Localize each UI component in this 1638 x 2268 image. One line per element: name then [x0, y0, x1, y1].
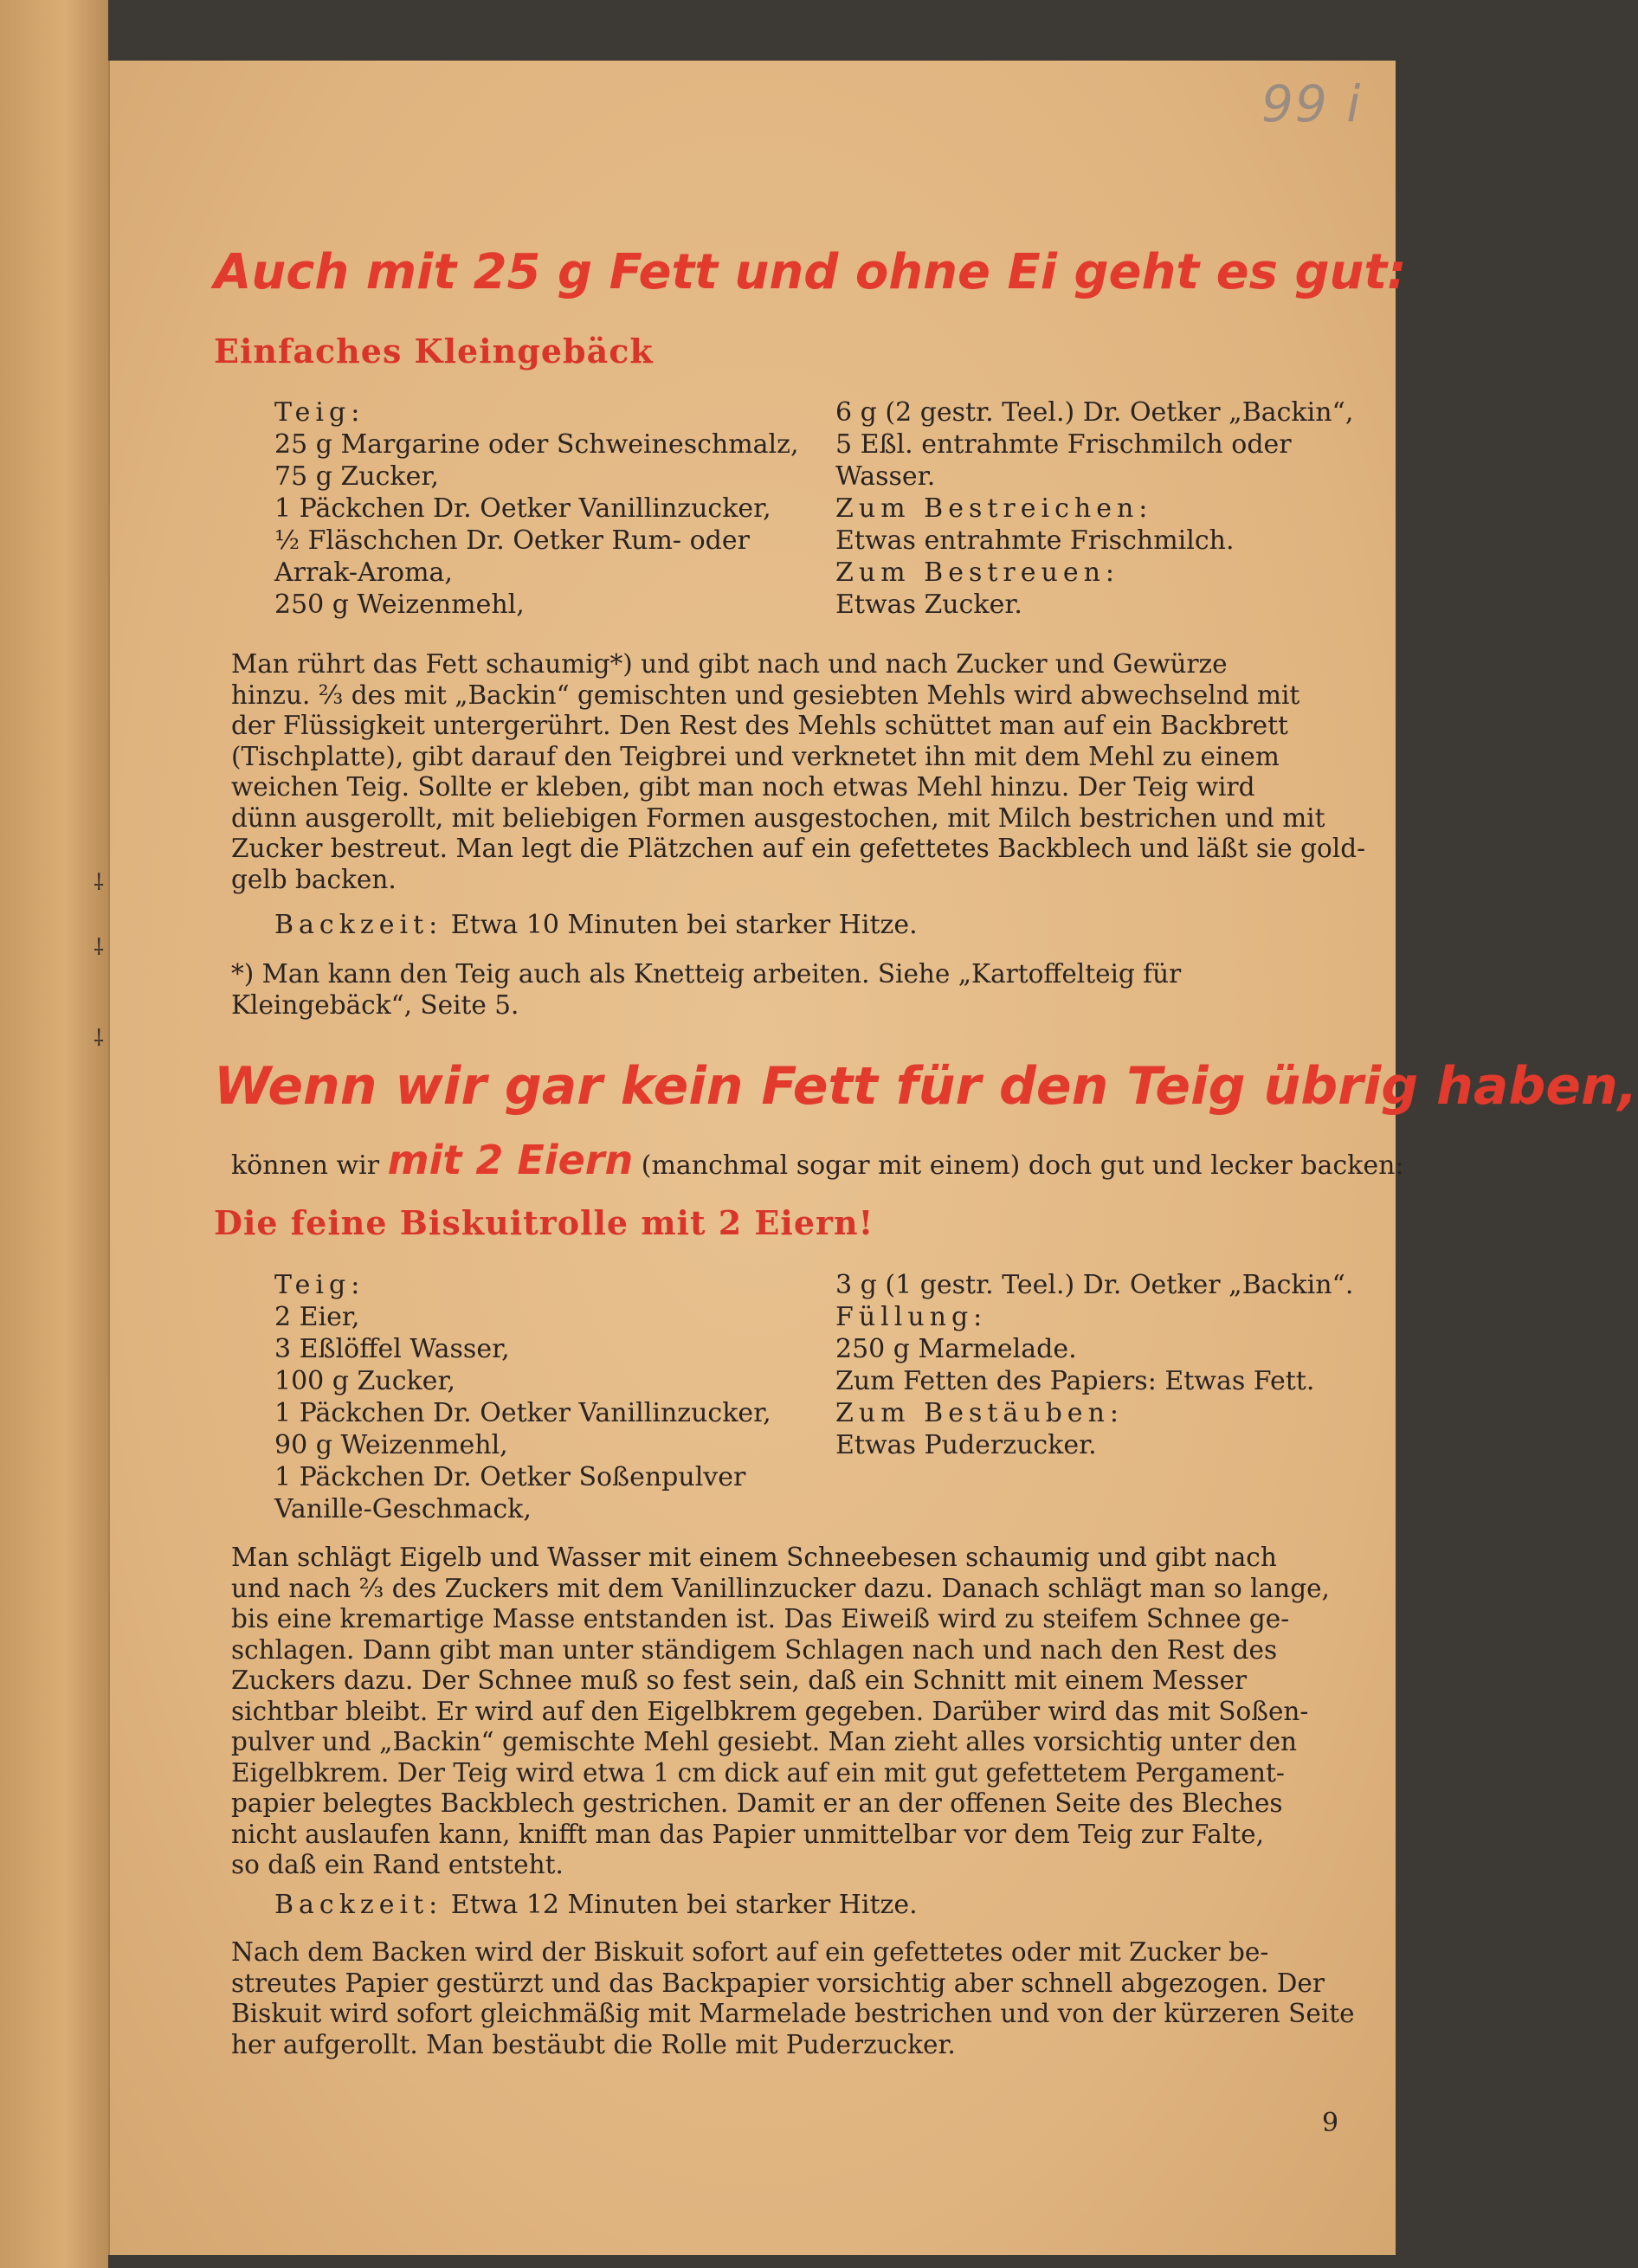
section1-headline: Auch mit 25 g Fett und ohne Ei geht es gut:: [214, 244, 1407, 300]
ingredient-line: Etwas Zucker.: [835, 590, 1022, 620]
ingredient-line: 250 g Weizenmehl,: [274, 590, 525, 620]
method-line: Biskuit wird sofort gleichmäßig mit Marmelade bestrichen und von der kürzeren Seite: [231, 1999, 1355, 2028]
method-line: Zuckers dazu. Der Schnee muß so fest sein, daß ein Schnitt mit einem Messer: [231, 1666, 1248, 1695]
ingredient-line: 100 g Zucker,: [274, 1366, 456, 1396]
intro-before: können wir: [231, 1150, 380, 1181]
method-line: her aufgerollt. Man bestäubt die Rolle mit Puderzucker.: [231, 2029, 956, 2059]
margin-mark: ⸸: [94, 1026, 105, 1052]
method-line: hinzu. ⅔ des mit „Backin“ gemischten und gesiebten Mehls wird abwechselnd mit: [231, 680, 1300, 710]
method-line: streutes Papier gestürzt und das Backpapier vorsichtig aber schnell abgezogen. Der: [231, 1968, 1325, 1998]
section1-title: Einfaches Kleingebäck: [214, 332, 654, 370]
footnote-line: *) Man kann den Teig auch als Knetteig arbeiten. Siehe „Kartoffelteig für: [231, 959, 1182, 989]
method-line: Man schlägt Eigelb und Wasser mit einem Schneebesen schaumig und gibt nach: [231, 1543, 1277, 1572]
method-line: sichtbar bleibt. Er wird auf den Eigelbkrem gegeben. Darüber wird das mit Soßen-: [231, 1696, 1309, 1726]
method-line: dünn ausgerollt, mit beliebigen Formen ausgestochen, mit Milch bestrichen und mit: [231, 802, 1325, 833]
bake-label: Backzeit:: [274, 1890, 443, 1920]
ingredient-line: ½ Fläschchen Dr. Oetker Rum- oder: [274, 525, 750, 556]
method-line: weichen Teig. Sollte er kleben, gibt man noch etwas Mehl hinzu. Der Teig wird: [231, 772, 1255, 802]
method-line: der Flüssigkeit untergerührt. Den Rest des Mehls schüttet man auf ein Backbrett: [231, 711, 1288, 740]
margin-mark: ⸸: [94, 870, 105, 896]
section1-ingredients-right: [835, 396, 1353, 621]
ingredient-line: Zum Bestäuben:: [835, 1398, 1124, 1428]
bake-label: Backzeit:: [274, 910, 443, 940]
method-line: Zucker bestreut. Man legt die Plätzchen auf ein gefettetes Backblech und läßt sie gold-: [231, 834, 1366, 863]
section2-ingredients-right: [835, 1269, 1353, 1461]
section2-serving: [231, 1937, 1448, 2060]
ingredient-line: Wasser.: [835, 461, 936, 492]
method-line: pulver und „Backin“ gemischte Mehl gesiebt. Man zieht alles vorsichtig unter den: [231, 1727, 1298, 1756]
method-line: und nach ⅔ des Zuckers mit dem Vanillinzucker dazu. Danach schlägt man so lange,: [231, 1573, 1330, 1603]
ingredient-line: 5 Eßl. entrahmte Frischmilch oder: [835, 429, 1292, 460]
margin-mark: ⸸: [94, 935, 105, 961]
section1-bake-time: [274, 909, 918, 941]
bake-time-text: Etwa 10 Minuten bei starker Hitze.: [450, 910, 918, 940]
ingredient-line: 250 g Marmelade.: [835, 1334, 1077, 1364]
ingredient-line: 6 g (2 gestr. Teel.) Dr. Oetker „Backin“,: [835, 397, 1354, 428]
section1-method: [231, 649, 1448, 895]
method-line: bis eine kremartige Masse entstanden ist. Das Eiweiß wird zu steifem Schnee ge-: [231, 1604, 1290, 1633]
method-line: gelb backen.: [231, 864, 397, 894]
page-number: 9: [1322, 2108, 1339, 2138]
ingredient-line: 3 g (1 gestr. Teel.) Dr. Oetker „Backin“.: [835, 1270, 1354, 1300]
method-line: papier belegtes Backblech gestrichen. Damit er an der offenen Seite des Bleches: [231, 1788, 1283, 1818]
ingredient-line: Füllung:: [835, 1302, 988, 1332]
recipe-page: [108, 61, 1638, 2255]
ingredient-line: 2 Eier,: [274, 1302, 360, 1332]
intro-emphasis: mit 2 Eiern: [387, 1137, 634, 1183]
ingredient-line: Teig:: [274, 1270, 365, 1300]
method-line: (Tischplatte), gibt darauf den Teigbrei und verknetet ihn mit dem Mehl zu einem: [231, 741, 1280, 771]
ingredient-line: Zum Fetten des Papiers: Etwas Fett.: [835, 1366, 1315, 1396]
ingredient-line: 25 g Margarine oder Schweineschmalz,: [274, 429, 799, 460]
ingredient-line: 1 Päckchen Dr. Oetker Soßenpulver: [274, 1462, 746, 1492]
section2-ingredients-left: [274, 1269, 771, 1525]
section2-title: Die feine Biskuitrolle mit 2 Eiern!: [214, 1203, 874, 1242]
method-line: nicht auslaufen kann, knifft man das Papier unmittelbar vor dem Teig zur Falte,: [231, 1819, 1264, 1849]
ingredient-line: Teig:: [274, 397, 365, 428]
method-line: schlagen. Dann gibt man unter ständigem Schlagen nach und nach den Rest des: [231, 1634, 1278, 1665]
ingredient-line: Arrak-Aroma,: [274, 557, 453, 588]
method-line: Nach dem Backen wird der Biskuit sofort auf ein gefettetes oder mit Zucker be-: [231, 1937, 1269, 1967]
method-line: so daß ein Rand entsteht.: [231, 1850, 564, 1879]
section2-intro: [231, 1137, 1404, 1183]
section2-bake-time: [274, 1889, 918, 1921]
method-line: Man rührt das Fett schaumig*) und gibt nach und nach Zucker und Gewürze: [231, 649, 1228, 679]
ingredient-line: Etwas Puderzucker.: [835, 1430, 1097, 1460]
bake-time-text: Etwa 12 Minuten bei starker Hitze.: [450, 1890, 918, 1920]
ingredient-line: 3 Eßlöffel Wasser,: [274, 1334, 510, 1364]
section2-headline: Wenn wir gar kein Fett für den Teig übrig haben,: [214, 1056, 1638, 1117]
intro-after: (manchmal sogar mit einem) doch gut und lecker backen:: [641, 1150, 1404, 1181]
ingredient-line: 75 g Zucker,: [274, 461, 439, 492]
ingredient-line: Zum Bestreichen:: [835, 493, 1153, 524]
footnote-line: Kleingebäck“, Seite 5.: [231, 989, 519, 1020]
section1-footnote: [231, 959, 1448, 1021]
ingredient-line: 1 Päckchen Dr. Oetker Vanillinzucker,: [274, 493, 771, 524]
ingredient-line: Etwas entrahmte Frischmilch.: [835, 525, 1235, 556]
pencil-mark: 99 i: [1261, 74, 1363, 133]
section1-ingredients-left: [274, 396, 799, 621]
ingredient-line: 1 Päckchen Dr. Oetker Vanillinzucker,: [274, 1398, 771, 1428]
facing-page-edge: [0, 0, 108, 2268]
ingredient-line: Zum Bestreuen:: [835, 557, 1119, 588]
ingredient-line: Vanille-Geschmack,: [274, 1494, 532, 1524]
method-line: Eigelbkrem. Der Teig wird etwa 1 cm dick auf ein mit gut gefettetem Pergament-: [231, 1757, 1285, 1788]
section2-method: [231, 1543, 1448, 1881]
ingredient-line: 90 g Weizenmehl,: [274, 1430, 508, 1460]
